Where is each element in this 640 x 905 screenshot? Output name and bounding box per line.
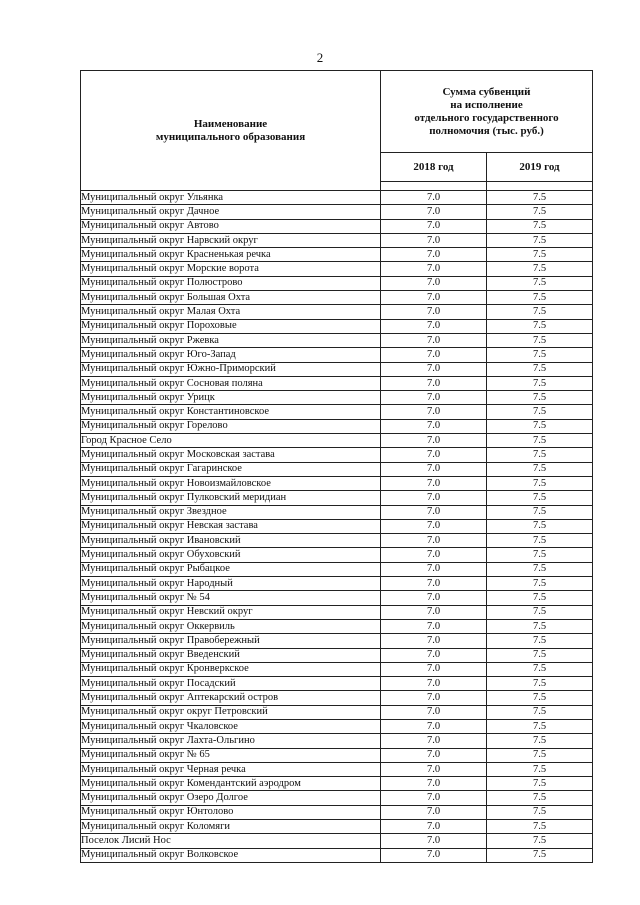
value-2019-cell: 7.5 bbox=[487, 548, 593, 562]
table-row bbox=[81, 319, 593, 333]
table-row bbox=[81, 233, 593, 247]
table-row bbox=[81, 777, 593, 791]
table-row bbox=[81, 248, 593, 262]
table-row bbox=[81, 491, 593, 505]
value-2018-cell: 7.0 bbox=[381, 276, 487, 290]
table-row bbox=[81, 362, 593, 376]
value-2019-cell: 7.5 bbox=[487, 405, 593, 419]
municipality-name-cell: Муниципальный округ Черная речка bbox=[81, 762, 381, 776]
municipality-name-cell: Муниципальный округ Оккервиль bbox=[81, 619, 381, 633]
value-2019-cell: 7.5 bbox=[487, 362, 593, 376]
table-row bbox=[81, 191, 593, 205]
table-row bbox=[81, 848, 593, 862]
header-year-2018: 2018 год bbox=[381, 153, 487, 182]
value-2018-cell: 7.0 bbox=[381, 848, 487, 862]
value-2019-cell: 7.5 bbox=[487, 619, 593, 633]
value-2018-cell: 7.0 bbox=[381, 577, 487, 591]
value-2018-cell: 7.0 bbox=[381, 434, 487, 448]
value-2018-cell: 7.0 bbox=[381, 634, 487, 648]
value-2019-cell: 7.5 bbox=[487, 333, 593, 347]
value-2019-cell: 7.5 bbox=[487, 219, 593, 233]
value-2019-cell: 7.5 bbox=[487, 777, 593, 791]
value-2018-cell: 7.0 bbox=[381, 491, 487, 505]
table-row bbox=[81, 462, 593, 476]
municipality-name-cell: Муниципальный округ Пороховые bbox=[81, 319, 381, 333]
municipality-name-cell: Муниципальный округ Озеро Долгое bbox=[81, 791, 381, 805]
table-row bbox=[81, 262, 593, 276]
value-2018-cell: 7.0 bbox=[381, 734, 487, 748]
table-row bbox=[81, 577, 593, 591]
value-2019-cell: 7.5 bbox=[487, 605, 593, 619]
subsidy-table bbox=[80, 70, 593, 863]
table-row bbox=[81, 748, 593, 762]
municipality-name-cell: Муниципальный округ Аптекарский остров bbox=[81, 691, 381, 705]
value-2018-cell: 7.0 bbox=[381, 419, 487, 433]
header-spacer bbox=[381, 182, 487, 191]
municipality-name-cell: Муниципальный округ Малая Охта bbox=[81, 305, 381, 319]
value-2018-cell: 7.0 bbox=[381, 262, 487, 276]
municipality-name-cell: Муниципальный округ Урицк bbox=[81, 391, 381, 405]
municipality-name-cell: Муниципальный округ Волковское bbox=[81, 848, 381, 862]
value-2018-cell: 7.0 bbox=[381, 548, 487, 562]
municipality-name-cell: Муниципальный округ № 65 bbox=[81, 748, 381, 762]
table-row bbox=[81, 705, 593, 719]
value-2019-cell: 7.5 bbox=[487, 662, 593, 676]
value-2018-cell: 7.0 bbox=[381, 333, 487, 347]
value-2019-cell: 7.5 bbox=[487, 677, 593, 691]
header-subsidy-sum: Сумма субвенций на исполнение отдельного государственного полномочия (тыс. руб.) bbox=[381, 71, 593, 153]
municipality-name-cell: Муниципальный округ № 54 bbox=[81, 591, 381, 605]
table-row bbox=[81, 791, 593, 805]
value-2019-cell: 7.5 bbox=[487, 419, 593, 433]
table-row bbox=[81, 662, 593, 676]
value-2018-cell: 7.0 bbox=[381, 619, 487, 633]
value-2019-cell: 7.5 bbox=[487, 233, 593, 247]
value-2018-cell: 7.0 bbox=[381, 677, 487, 691]
municipality-name-cell: Муниципальный округ Сосновая поляна bbox=[81, 376, 381, 390]
municipality-name-cell: Муниципальный округ Ржевка bbox=[81, 333, 381, 347]
value-2019-cell: 7.5 bbox=[487, 348, 593, 362]
municipality-name-cell: Муниципальный округ Большая Охта bbox=[81, 291, 381, 305]
value-2018-cell: 7.0 bbox=[381, 248, 487, 262]
value-2019-cell: 7.5 bbox=[487, 276, 593, 290]
value-2019-cell: 7.5 bbox=[487, 591, 593, 605]
value-2018-cell: 7.0 bbox=[381, 805, 487, 819]
table-row bbox=[81, 834, 593, 848]
value-2018-cell: 7.0 bbox=[381, 191, 487, 205]
table-row bbox=[81, 276, 593, 290]
table-row bbox=[81, 762, 593, 776]
value-2018-cell: 7.0 bbox=[381, 591, 487, 605]
table-row bbox=[81, 348, 593, 362]
value-2018-cell: 7.0 bbox=[381, 705, 487, 719]
table-row bbox=[81, 605, 593, 619]
value-2019-cell: 7.5 bbox=[487, 291, 593, 305]
value-2018-cell: 7.0 bbox=[381, 362, 487, 376]
value-2018-cell: 7.0 bbox=[381, 820, 487, 834]
municipality-name-cell: Муниципальный округ Пулковский меридиан bbox=[81, 491, 381, 505]
municipality-name-cell: Муниципальный округ Рыбацкое bbox=[81, 562, 381, 576]
municipality-name-cell: Поселок Лисий Нос bbox=[81, 834, 381, 848]
value-2019-cell: 7.5 bbox=[487, 305, 593, 319]
table-row bbox=[81, 519, 593, 533]
municipality-name-cell: Муниципальный округ Юнтолово bbox=[81, 805, 381, 819]
table-row bbox=[81, 677, 593, 691]
value-2019-cell: 7.5 bbox=[487, 262, 593, 276]
municipality-name-cell: Муниципальный округ Автово bbox=[81, 219, 381, 233]
table-row bbox=[81, 548, 593, 562]
value-2018-cell: 7.0 bbox=[381, 291, 487, 305]
value-2018-cell: 7.0 bbox=[381, 219, 487, 233]
value-2018-cell: 7.0 bbox=[381, 791, 487, 805]
value-2019-cell: 7.5 bbox=[487, 491, 593, 505]
municipality-name-cell: Муниципальный округ Комендантский аэродром bbox=[81, 777, 381, 791]
value-2018-cell: 7.0 bbox=[381, 834, 487, 848]
value-2019-cell: 7.5 bbox=[487, 534, 593, 548]
table-row bbox=[81, 219, 593, 233]
value-2019-cell: 7.5 bbox=[487, 705, 593, 719]
value-2019-cell: 7.5 bbox=[487, 519, 593, 533]
municipality-name-cell: Муниципальный округ Морские ворота bbox=[81, 262, 381, 276]
table-row bbox=[81, 333, 593, 347]
municipality-name-cell: Муниципальный округ Невская застава bbox=[81, 519, 381, 533]
municipality-name-cell: Муниципальный округ Горелово bbox=[81, 419, 381, 433]
value-2018-cell: 7.0 bbox=[381, 462, 487, 476]
table-row bbox=[81, 291, 593, 305]
value-2019-cell: 7.5 bbox=[487, 462, 593, 476]
value-2019-cell: 7.5 bbox=[487, 719, 593, 733]
value-2019-cell: 7.5 bbox=[487, 634, 593, 648]
value-2018-cell: 7.0 bbox=[381, 762, 487, 776]
table-row bbox=[81, 619, 593, 633]
table-row bbox=[81, 448, 593, 462]
value-2018-cell: 7.0 bbox=[381, 305, 487, 319]
page-number: 2 bbox=[316, 50, 324, 65]
municipality-name-cell: Муниципальный округ Посадский bbox=[81, 677, 381, 691]
municipality-name-cell: Муниципальный округ Коломяги bbox=[81, 820, 381, 834]
municipality-name-cell: Муниципальный округ Правобережный bbox=[81, 634, 381, 648]
table-header bbox=[81, 71, 593, 191]
value-2019-cell: 7.5 bbox=[487, 391, 593, 405]
value-2019-cell: 7.5 bbox=[487, 205, 593, 219]
value-2019-cell: 7.5 bbox=[487, 577, 593, 591]
municipality-name-cell: Муниципальный округ Звездное bbox=[81, 505, 381, 519]
table-row bbox=[81, 691, 593, 705]
value-2019-cell: 7.5 bbox=[487, 820, 593, 834]
municipality-name-cell: Муниципальный округ Ивановский bbox=[81, 534, 381, 548]
value-2019-cell: 7.5 bbox=[487, 448, 593, 462]
municipality-name-cell: Муниципальный округ Невский округ bbox=[81, 605, 381, 619]
value-2018-cell: 7.0 bbox=[381, 777, 487, 791]
municipality-name-cell: Муниципальный округ Полюстрово bbox=[81, 276, 381, 290]
value-2018-cell: 7.0 bbox=[381, 562, 487, 576]
table-row bbox=[81, 305, 593, 319]
value-2018-cell: 7.0 bbox=[381, 662, 487, 676]
value-2019-cell: 7.5 bbox=[487, 191, 593, 205]
table-row bbox=[81, 476, 593, 490]
value-2019-cell: 7.5 bbox=[487, 734, 593, 748]
municipality-name-cell: Муниципальный округ Обуховский bbox=[81, 548, 381, 562]
value-2019-cell: 7.5 bbox=[487, 376, 593, 390]
municipality-name-cell: Муниципальный округ Нарвский округ bbox=[81, 233, 381, 247]
municipality-name-cell: Муниципальный округ Лахта-Ольгино bbox=[81, 734, 381, 748]
municipality-name-cell: Муниципальный округ Юго-Запад bbox=[81, 348, 381, 362]
value-2019-cell: 7.5 bbox=[487, 476, 593, 490]
value-2019-cell: 7.5 bbox=[487, 748, 593, 762]
table-row bbox=[81, 805, 593, 819]
header-spacer bbox=[487, 182, 593, 191]
table-body bbox=[81, 191, 593, 863]
value-2018-cell: 7.0 bbox=[381, 719, 487, 733]
header-year-2019: 2019 год bbox=[487, 153, 593, 182]
value-2019-cell: 7.5 bbox=[487, 791, 593, 805]
value-2018-cell: 7.0 bbox=[381, 376, 487, 390]
value-2019-cell: 7.5 bbox=[487, 562, 593, 576]
municipality-name-cell: Муниципальный округ Дачное bbox=[81, 205, 381, 219]
table-row bbox=[81, 205, 593, 219]
value-2018-cell: 7.0 bbox=[381, 748, 487, 762]
municipality-name-cell: Муниципальный округ Введенский bbox=[81, 648, 381, 662]
table-row bbox=[81, 648, 593, 662]
table-row bbox=[81, 820, 593, 834]
value-2019-cell: 7.5 bbox=[487, 762, 593, 776]
value-2019-cell: 7.5 bbox=[487, 319, 593, 333]
value-2019-cell: 7.5 bbox=[487, 505, 593, 519]
value-2018-cell: 7.0 bbox=[381, 348, 487, 362]
municipality-name-cell: Муниципальный округ Ульянка bbox=[81, 191, 381, 205]
municipality-name-cell: Муниципальный округ Народный bbox=[81, 577, 381, 591]
value-2018-cell: 7.0 bbox=[381, 205, 487, 219]
table-row bbox=[81, 419, 593, 433]
municipality-name-cell: Муниципальный округ Красненькая речка bbox=[81, 248, 381, 262]
value-2019-cell: 7.5 bbox=[487, 434, 593, 448]
value-2019-cell: 7.5 bbox=[487, 648, 593, 662]
value-2018-cell: 7.0 bbox=[381, 519, 487, 533]
value-2018-cell: 7.0 bbox=[381, 648, 487, 662]
table-row bbox=[81, 391, 593, 405]
table-row bbox=[81, 634, 593, 648]
table-row bbox=[81, 562, 593, 576]
value-2018-cell: 7.0 bbox=[381, 691, 487, 705]
table-row bbox=[81, 734, 593, 748]
municipality-name-cell: Муниципальный округ Константиновское bbox=[81, 405, 381, 419]
header-municipality-name: Наименование муниципального образования bbox=[81, 71, 381, 191]
value-2019-cell: 7.5 bbox=[487, 805, 593, 819]
value-2018-cell: 7.0 bbox=[381, 505, 487, 519]
table-row bbox=[81, 719, 593, 733]
table-row bbox=[81, 434, 593, 448]
value-2018-cell: 7.0 bbox=[381, 405, 487, 419]
municipality-name-cell: Муниципальный округ Кронверкское bbox=[81, 662, 381, 676]
value-2018-cell: 7.0 bbox=[381, 319, 487, 333]
table-row bbox=[81, 591, 593, 605]
value-2018-cell: 7.0 bbox=[381, 534, 487, 548]
table-row bbox=[81, 376, 593, 390]
municipality-name-cell: Муниципальный округ Гагаринское bbox=[81, 462, 381, 476]
table-row bbox=[81, 405, 593, 419]
value-2018-cell: 7.0 bbox=[381, 448, 487, 462]
municipality-name-cell: Муниципальный округ Чкаловское bbox=[81, 719, 381, 733]
value-2019-cell: 7.5 bbox=[487, 248, 593, 262]
municipality-name-cell: Город Красное Село bbox=[81, 434, 381, 448]
value-2018-cell: 7.0 bbox=[381, 605, 487, 619]
value-2019-cell: 7.5 bbox=[487, 691, 593, 705]
municipality-name-cell: Муниципальный округ Южно-Приморский bbox=[81, 362, 381, 376]
value-2019-cell: 7.5 bbox=[487, 848, 593, 862]
municipality-name-cell: Муниципальный округ округ Петровский bbox=[81, 705, 381, 719]
value-2018-cell: 7.0 bbox=[381, 476, 487, 490]
table-row bbox=[81, 505, 593, 519]
municipality-name-cell: Муниципальный округ Новоизмайловское bbox=[81, 476, 381, 490]
value-2018-cell: 7.0 bbox=[381, 233, 487, 247]
municipality-name-cell: Муниципальный округ Московская застава bbox=[81, 448, 381, 462]
table-row bbox=[81, 534, 593, 548]
value-2018-cell: 7.0 bbox=[381, 391, 487, 405]
value-2019-cell: 7.5 bbox=[487, 834, 593, 848]
